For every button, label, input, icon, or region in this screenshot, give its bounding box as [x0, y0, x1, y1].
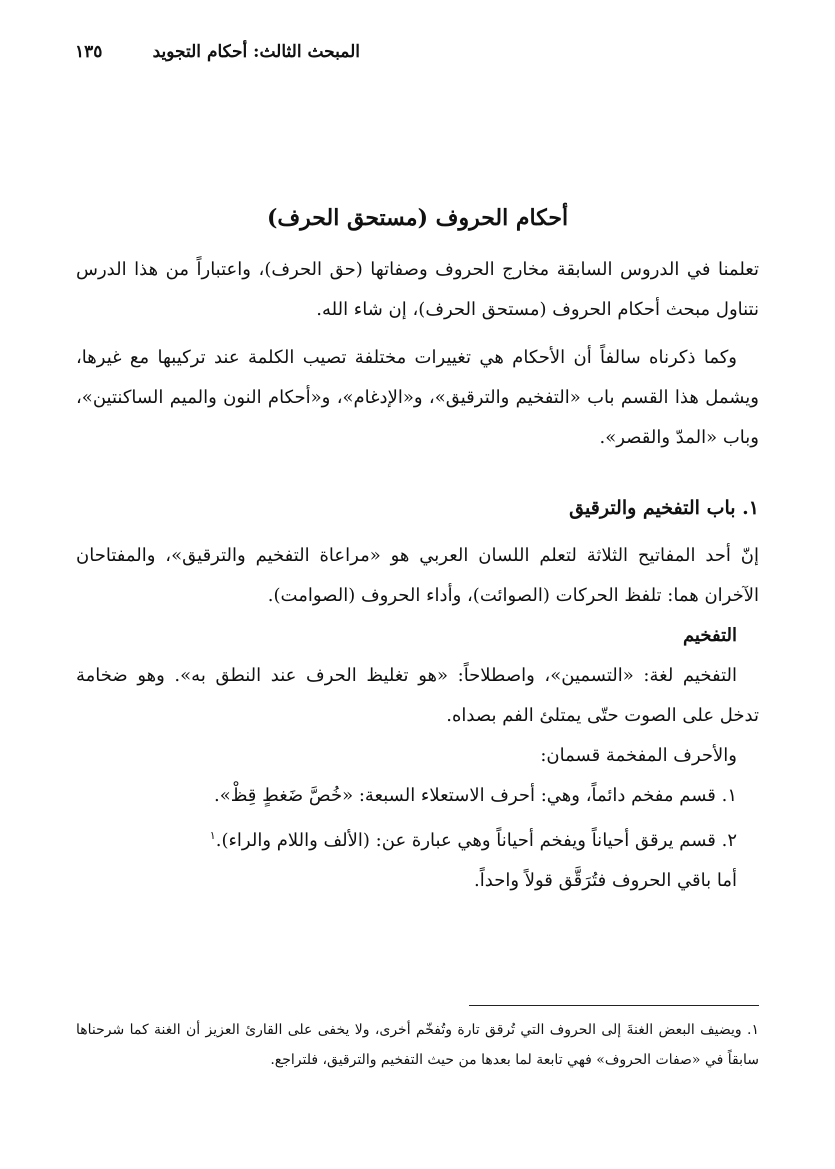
- footnote-marker[interactable]: ١: [209, 829, 216, 842]
- section-paragraph-4: أما باقي الحروف فتُرَقَّق قولاً واحداً.: [474, 870, 737, 891]
- running-header: [75, 38, 360, 66]
- list-item-2: [76, 816, 759, 861]
- list-item-1: [76, 776, 759, 816]
- page-number: ١٣٥: [75, 42, 103, 62]
- chapter-title: المبحث الثالث: أحكام التجويد: [152, 42, 360, 62]
- intro-paragraph-1: تعلمنا في الدروس السابقة مخارج الحروف وصفاتها (حق الحرف)، واعتباراً من هذا الدرس نتناول مبحث أحكام الحروف (مستحق الحرف)، إن شاء الله.: [76, 259, 759, 320]
- section-paragraph-1: إنّ أحد المفاتيح الثلاثة لتعلم اللسان العربي هو «مراعاة التفخيم والترقيق»، والمفتاحان الآخران هما: تلفظ الحركات (الصوائت)، وأداء الحروف (الصوامت).: [76, 545, 759, 606]
- section-heading: ١. باب التفخيم والترقيق: [569, 497, 759, 519]
- list-item-2-text: ٢. قسم يرقق أحياناً ويفخم أحياناً وهي عبارة عن: (الألف واللام والراء).: [215, 830, 737, 851]
- page-title: أحكام الحروف (مستحق الحرف): [266, 205, 569, 231]
- intro-paragraph-2: وكما ذكرناه سالفاً أن الأحكام هي تغييرات مختلفة تصيب الكلمة عند تركيبها مع غيرها، ويشمل هذا القسم باب «التفخيم والترقيق»، و«الإدغام»، و«أحكام النون والميم الساكنتين»، وباب «المدّ والقصر».: [76, 347, 759, 448]
- section-paragraph-3: والأحرف المفخمة قسمان:: [540, 745, 737, 766]
- subheading-tafkhim: التفخيم: [682, 625, 737, 646]
- section-paragraph-2: التفخيم لغة: «التسمين»، واصطلاحاً: «هو تغليظ الحرف عند النطق به». وهو ضخامة تدخل على الصوت حتّى يمتلئ الفم بصداه.: [76, 665, 759, 726]
- list-item-1-text: ١. قسم مفخم دائماً، وهي: أحرف الاستعلاء السبعة: «خُصَّ ضَغطٍ قِظْ».: [213, 785, 737, 806]
- footnote-divider: [469, 1005, 759, 1006]
- main-content: [76, 196, 759, 901]
- footnote: ١. ويضيف البعض الغنةَ إلى الحروف التي تُرقق تارة وتُفخّم أخرى، ولا يخفى على القارئ العزيز أن الغنة كما شرحناها سابقاً في «صفات الحروف» فهي تابعة لما بعدها من حيث التفخيم والترقيق، فلتراجع.: [76, 1022, 759, 1068]
